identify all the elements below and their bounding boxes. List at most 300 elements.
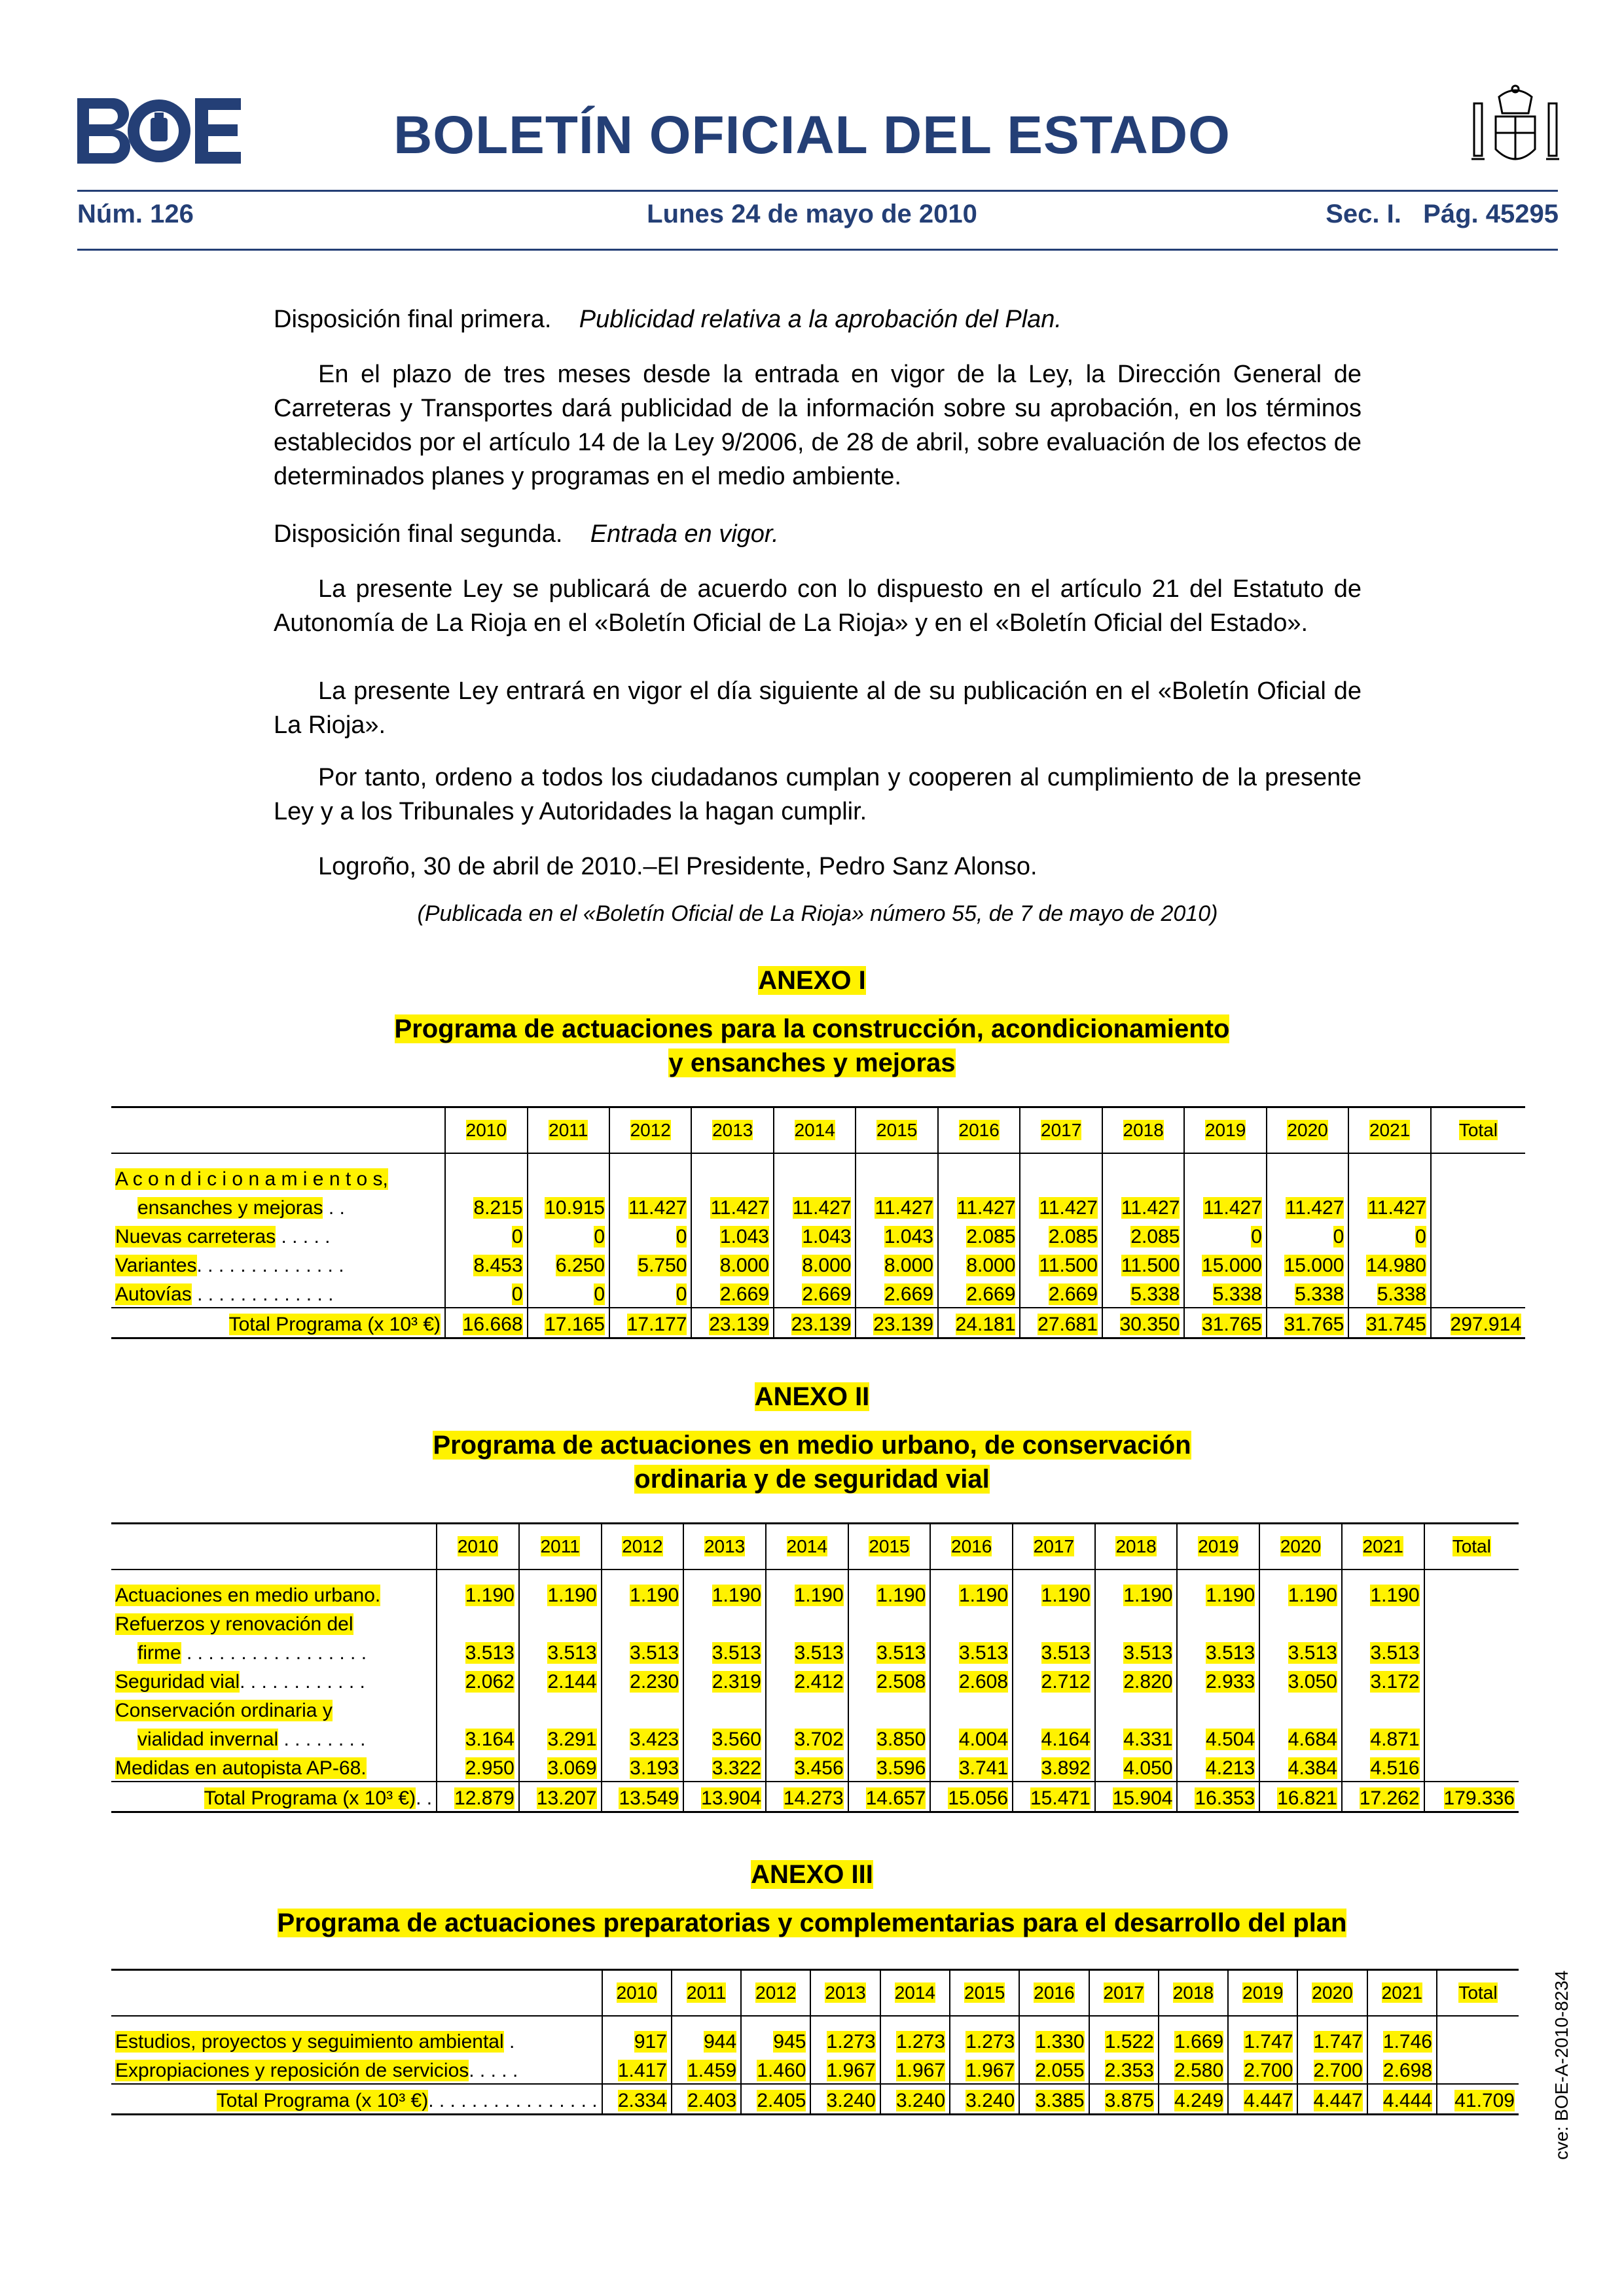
year-header-2010 [437,1524,519,1570]
value: 3.850 [876,1729,926,1750]
value: 3.240 [826,2090,876,2111]
value-cell-2019 [1228,2026,1297,2054]
value: 1.967 [895,2060,946,2081]
year-label: 2015 [876,1120,918,1140]
value: 11.427 [1121,1197,1180,1219]
value: 31.765 [1202,1314,1262,1335]
value-cell-2021 [1342,1723,1424,1752]
year-label: 2018 [1172,1982,1214,2003]
total-cell [1424,1782,1519,1812]
total-label: Total [1458,1982,1498,2003]
total-label: Total [1452,1536,1491,1556]
annex-1-heading: ANEXO I [758,966,866,995]
year-header-2014 [880,1970,950,2017]
publication-note: (Publicada en el «Boletín Oficial de La Rioja» número 55, de 7 de mayo de 2010) [417,901,1218,926]
table-row [111,1637,1519,1666]
value: 11.427 [1285,1197,1344,1219]
row-label-leader: . . . . . . . . . . . . . . [196,1255,344,1276]
spacer-cell [1159,2016,1228,2026]
spacer-cell [1348,1153,1430,1163]
empty-cell [528,1163,609,1192]
spacer-cell [1267,1153,1348,1163]
value: 2.403 [687,2090,737,2111]
table-row [111,1249,1525,1278]
year-header-2014 [766,1524,848,1570]
empty-cell [691,1163,773,1192]
spacer-cell [810,2016,880,2026]
value-cell-2017 [1020,1221,1102,1249]
value-cell-2011 [672,2054,741,2084]
total-cell [1424,1579,1519,1608]
value: 2.669 [966,1283,1016,1305]
total-cell [1431,1192,1525,1221]
value: 3.172 [1370,1671,1420,1693]
value: 13.904 [701,1787,761,1809]
value-cell-2019 [1184,1249,1266,1278]
value: 3.596 [876,1757,926,1779]
value-cell-2021 [1348,1278,1430,1308]
year-header-2012 [741,1970,810,2017]
value: 8.215 [473,1197,523,1219]
value: 1.330 [1035,2031,1085,2053]
value-cell-2010 [437,1666,519,1695]
value-cell-2018 [1095,1723,1178,1752]
value-cell-2016 [938,1221,1020,1249]
value: 179.336 [1443,1787,1515,1809]
empty-cell [1259,1608,1342,1637]
value-cell-2010 [445,1308,527,1338]
value: 1.190 [1288,1585,1337,1606]
value-cell-2010 [602,2084,672,2115]
year-header-2011 [519,1524,602,1570]
value-cell-2018 [1095,1637,1178,1666]
value: 3.513 [547,1642,597,1664]
value: 0 [1251,1226,1262,1247]
value-cell-2018 [1102,1221,1184,1249]
value: 2.508 [876,1671,926,1693]
value: 14.273 [783,1787,844,1809]
value: 15.471 [1030,1787,1091,1809]
value-cell-2014 [880,2084,950,2115]
total-header [1437,1970,1519,2017]
total-row [111,1308,1525,1338]
value-cell-2016 [938,1308,1020,1338]
value: 1.190 [1123,1585,1173,1606]
spacer-row [111,1153,1525,1163]
spacer-cell [528,1153,609,1163]
value-cell-2021 [1367,2026,1437,2054]
row-label-leader: . . . . . . . . . . . . [240,1671,365,1693]
value-cell-2013 [691,1192,773,1221]
value: 23.139 [791,1314,852,1335]
value: 1.190 [465,1585,514,1606]
value: 3.069 [547,1757,597,1779]
value: 11.500 [1121,1255,1180,1276]
value: 1.417 [617,2060,667,2081]
value-cell-2015 [848,1782,931,1812]
value-cell-2013 [691,1308,773,1338]
value: 3.164 [465,1729,514,1750]
value-cell-2013 [810,2084,880,2115]
value-cell-2010 [437,1752,519,1782]
value-cell-2015 [848,1666,931,1695]
empty-cell [602,1608,684,1637]
year-label: 2021 [1362,1536,1403,1556]
year-header-2012 [602,1524,684,1570]
year-label: 2019 [1242,1982,1284,2003]
value-cell-2012 [602,1637,684,1666]
value-cell-2013 [683,1782,766,1812]
value-cell-2013 [691,1221,773,1249]
value-cell-2019 [1228,2054,1297,2084]
total-cell [1431,1278,1525,1308]
year-header-2017 [1013,1524,1095,1570]
row-label-text: Seguridad vial [115,1671,240,1693]
value: 2.712 [1041,1671,1091,1693]
spacer-cell [602,2016,672,2026]
year-label: 2011 [549,1120,588,1140]
year-header-2016 [930,1524,1013,1570]
total-label: Total [1458,1120,1498,1140]
value: 2.062 [465,1671,514,1693]
year-label: 2015 [964,1982,1005,2003]
spacer-cell [1424,1570,1519,1579]
value: 23.139 [709,1314,769,1335]
value: 917 [634,2031,667,2053]
value: 3.513 [1288,1642,1337,1664]
value: 0 [1415,1226,1426,1247]
year-header-2010 [445,1107,527,1154]
value-cell-2012 [609,1192,691,1221]
value: 2.580 [1174,2060,1224,2081]
spacer-cell [848,1570,931,1579]
value: 13.207 [536,1787,597,1809]
year-label: 2020 [1280,1536,1322,1556]
value-cell-2014 [766,1752,848,1782]
value: 5.338 [1212,1283,1262,1305]
value: 0 [676,1226,687,1247]
value-cell-2012 [602,1723,684,1752]
spacer-cell [1019,2016,1089,2026]
year-label: 2011 [540,1536,580,1556]
value-cell-2013 [683,1723,766,1752]
value: 13.549 [619,1787,679,1809]
table-row [111,1192,1525,1221]
value: 0 [676,1283,687,1305]
spacer-cell [1013,1570,1095,1579]
header-rule-top [77,190,1558,192]
value-cell-2015 [848,1579,931,1608]
row-label [111,1782,437,1812]
value-cell-2014 [774,1308,856,1338]
year-header-2019 [1184,1107,1266,1154]
value-cell-2015 [848,1723,931,1752]
row-label-leader: . . [323,1197,345,1219]
value-cell-2013 [691,1278,773,1308]
year-label: 2016 [958,1120,1000,1140]
value-cell-2014 [774,1249,856,1278]
value-cell-2021 [1342,1752,1424,1782]
year-label: 2018 [1123,1120,1164,1140]
empty-cell [1177,1695,1259,1723]
value: 3.240 [965,2090,1015,2111]
value-cell-2010 [602,2054,672,2084]
value-cell-2019 [1184,1278,1266,1308]
value-cell-2018 [1095,1752,1178,1782]
value: 16.668 [462,1314,523,1335]
table-row [111,1579,1519,1608]
value-cell-2012 [609,1221,691,1249]
value-cell-2011 [528,1278,609,1308]
value-cell-2013 [683,1579,766,1608]
value-cell-2019 [1184,1308,1266,1338]
value-cell-2012 [602,1752,684,1782]
row-label-text: Nuevas carreteras [115,1226,276,1247]
value-cell-2017 [1020,1278,1102,1308]
row-label-text: Expropiaciones y reposición de servicios [115,2060,469,2081]
value: 15.000 [1284,1255,1344,1276]
year-label: 2013 [712,1120,753,1140]
year-header-2020 [1267,1107,1348,1154]
value: 3.193 [630,1757,679,1779]
value: 11.427 [1367,1197,1426,1219]
value: 4.504 [1206,1729,1255,1750]
empty-cell [519,1608,602,1637]
value-cell-2020 [1259,1579,1342,1608]
value: 1.967 [965,2060,1015,2081]
value: 3.513 [1123,1642,1173,1664]
value-cell-2020 [1297,2054,1367,2084]
spacer-cell [609,1153,691,1163]
empty-cell [519,1695,602,1723]
empty-cell [437,1695,519,1723]
value: 2.144 [547,1671,597,1693]
spacer-cell [111,1153,445,1163]
value: 8.000 [884,1255,933,1276]
value-cell-2017 [1013,1666,1095,1695]
annex-3-title: Programa de actuaciones preparatorias y complementarias para el desarrollo del plan [277,1909,1347,1937]
value: 11.427 [875,1197,933,1219]
value: 1.190 [794,1585,844,1606]
value: 16.353 [1195,1787,1255,1809]
value: 4.516 [1370,1757,1420,1779]
value-cell-2011 [528,1221,609,1249]
total-header [1424,1524,1519,1570]
value: 8.000 [802,1255,852,1276]
table-header-row [111,1970,1519,2017]
row-label [111,1192,445,1221]
value: 944 [704,2031,737,2053]
spacer-cell [1342,1570,1424,1579]
value: 27.681 [1038,1314,1098,1335]
year-label: 2017 [1033,1536,1075,1556]
year-header-2016 [938,1107,1020,1154]
value: 2.085 [1048,1226,1098,1247]
spacer-cell [930,1570,1013,1579]
value-cell-2016 [938,1192,1020,1221]
spacer-cell [672,2016,741,2026]
annex-1-table [111,1106,1525,1339]
value-cell-2014 [766,1723,848,1752]
spacer-cell [1089,2016,1159,2026]
year-label: 2014 [894,1982,936,2003]
row-label-leader: . . . . . . . . . . . . . . . . [428,2090,598,2111]
value: 3.513 [465,1642,514,1664]
spacer-cell [774,1153,856,1163]
value-cell-2010 [602,2026,672,2054]
value-cell-2018 [1095,1666,1178,1695]
empty-cell [766,1608,848,1637]
value-cell-2014 [766,1579,848,1608]
value-cell-2018 [1102,1278,1184,1308]
value: 2.669 [884,1283,933,1305]
value: 15.000 [1202,1255,1262,1276]
value: 11.427 [792,1197,852,1219]
empty-cell [1424,1608,1519,1637]
value-cell-2020 [1259,1723,1342,1752]
year-label: 2019 [1198,1536,1239,1556]
value-cell-2010 [445,1249,527,1278]
value: 1.190 [1370,1585,1420,1606]
value: 3.050 [1288,1671,1337,1693]
year-label: 2010 [457,1536,499,1556]
total-cell [1424,1666,1519,1695]
value-cell-2019 [1184,1221,1266,1249]
year-header-2012 [609,1107,691,1154]
row-label-text: firme [137,1642,181,1664]
value: 1.747 [1313,2031,1363,2053]
value-cell-2013 [683,1637,766,1666]
header-empty-cell [111,1524,437,1570]
table-row [111,1666,1519,1695]
year-header-2016 [1019,1970,1089,2017]
value-cell-2017 [1020,1308,1102,1338]
value: 2.412 [794,1671,844,1693]
value: 3.560 [712,1729,761,1750]
value-cell-2014 [774,1192,856,1221]
value-cell-2021 [1348,1221,1430,1249]
value: 4.447 [1313,2090,1363,2111]
value-cell-2021 [1348,1308,1430,1338]
spacer-cell [111,2016,602,2026]
year-header-2019 [1177,1524,1259,1570]
value-cell-2018 [1095,1782,1178,1812]
value: 11.427 [956,1197,1016,1219]
value-cell-2018 [1159,2026,1228,2054]
table-row [111,2026,1519,2054]
spacer-cell [1437,2016,1519,2026]
value: 4.004 [958,1729,1009,1750]
value: 3.741 [958,1757,1009,1779]
spacer-cell [880,2016,950,2026]
value: 0 [1333,1226,1344,1247]
empty-cell [1431,1163,1525,1192]
year-label: 2019 [1204,1120,1246,1140]
row-label [111,1752,437,1782]
value: 5.338 [1377,1283,1426,1305]
empty-cell [1348,1163,1430,1192]
value-cell-2015 [848,1637,931,1666]
value: 3.513 [712,1642,761,1664]
total-header [1431,1107,1525,1154]
year-label: 2014 [794,1120,835,1140]
value: 3.240 [895,2090,946,2111]
value: 2.950 [465,1757,514,1779]
total-row [111,2084,1519,2115]
value-cell-2012 [609,1278,691,1308]
value-cell-2021 [1342,1666,1424,1695]
value-cell-2015 [856,1249,937,1278]
value-cell-2020 [1259,1752,1342,1782]
value: 17.177 [626,1314,687,1335]
table-header-row [111,1107,1525,1154]
value: 2.353 [1104,2060,1154,2081]
value-cell-2019 [1177,1752,1259,1782]
empty-cell [1020,1163,1102,1192]
value: 1.190 [1206,1585,1255,1606]
value: 2.608 [958,1671,1009,1693]
value: 3.385 [1035,2090,1085,2111]
row-label-text: Medidas en autopista AP-68. [115,1757,367,1779]
value-cell-2011 [519,1579,602,1608]
value-cell-2015 [950,2084,1019,2115]
spacer-cell [1431,1153,1525,1163]
value-cell-2013 [810,2026,880,2054]
value-cell-2013 [683,1752,766,1782]
spacer-cell [1259,1570,1342,1579]
value: 11.427 [628,1197,687,1219]
value-cell-2012 [741,2054,810,2084]
total-cell [1431,1221,1525,1249]
year-label: 2012 [755,1982,797,2003]
value: 2.334 [617,2090,667,2111]
value-cell-2018 [1159,2054,1228,2084]
year-label: 2013 [825,1982,866,2003]
value-cell-2019 [1177,1579,1259,1608]
spacer-cell [1095,1570,1178,1579]
value-cell-2018 [1102,1249,1184,1278]
year-label: 2018 [1115,1536,1157,1556]
page-title: BOLETÍN OFICIAL DEL ESTADO [393,105,1231,165]
value: 1.746 [1382,2031,1432,2053]
value-cell-2011 [519,1723,602,1752]
year-label: 2013 [704,1536,746,1556]
value: 2.933 [1206,1671,1255,1693]
annex-2-heading: ANEXO II [754,1382,870,1411]
row-label-text: Variantes [115,1255,197,1276]
value: 2.700 [1313,2060,1363,2081]
value-cell-2011 [528,1192,609,1221]
value-cell-2012 [609,1249,691,1278]
value: 3.423 [630,1729,679,1750]
row-label-text: Actuaciones en medio urbano. [115,1585,381,1606]
value-cell-2015 [856,1192,937,1221]
value: 1.190 [958,1585,1009,1606]
value-cell-2014 [880,2054,950,2084]
value-cell-2018 [1095,1579,1178,1608]
provision-2-label: Disposición final segunda. [274,520,563,548]
empty-cell [1177,1608,1259,1637]
provision-1-heading [274,302,1362,336]
empty-cell [1424,1695,1519,1723]
value: 3.513 [794,1642,844,1664]
spacer-cell [1102,1153,1184,1163]
value-cell-2016 [930,1782,1013,1812]
row-label-text: Autovías [115,1283,192,1305]
value-cell-2017 [1089,2054,1159,2084]
total-cell [1437,2084,1519,2115]
year-header-2021 [1348,1107,1430,1154]
